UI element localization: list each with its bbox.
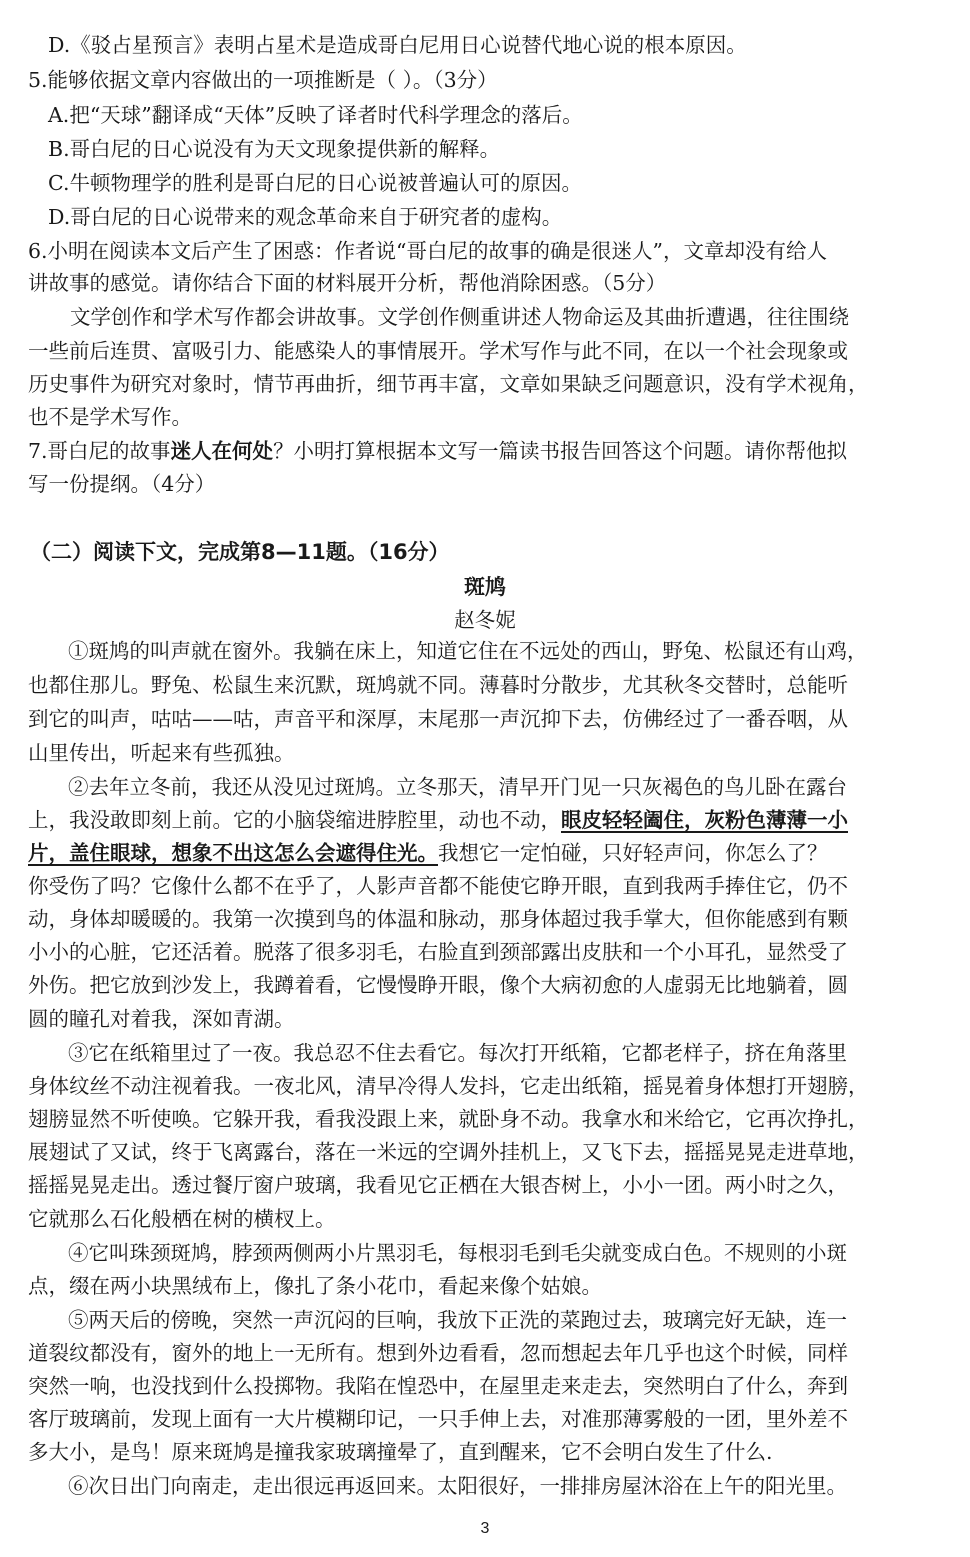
p2-line-8: 圆的瞳孔对着我，深如青湖。 xyxy=(28,1007,295,1031)
q5-option-d: D.哥白尼的日心说带来的观念革命来自于研究者的虚构。 xyxy=(48,205,563,229)
q6-line-2: 讲故事的感觉。请你结合下面的材料展开分析，帮他消除困惑。（5分） xyxy=(28,271,667,295)
q5-stem: 5.能够依据文章内容做出的一项推断是（ ）。（3分） xyxy=(28,68,498,92)
p3-line-2: 身体纹丝不动注视着我。一夜北风，清早冷得人发抖，它走出纸箱，摇晃着身体想打开翅膀， xyxy=(28,1074,869,1098)
p5-line-2: 道裂纹都没有，窗外的地上一无所有。想到外边看看，忽而想起去年几乎也这个时候，同样 xyxy=(28,1341,848,1365)
p2-underlined-2: 片，盖住眼球，想象不出这怎么会遮得住光。 xyxy=(28,841,438,865)
p2-line-1: ②去年立冬前，我还从没见过斑鸠。立冬那天，清早开门见一只灰褐色的鸟儿卧在露台 xyxy=(68,775,847,799)
section-heading: （二）阅读下文，完成第8—11题。（16分） xyxy=(30,540,450,564)
p3-line-1: ③它在纸箱里过了一夜。我总忍不住去看它。每次打开纸箱，它都老样子，挤在角落里 xyxy=(68,1041,847,1065)
p2-line-3 xyxy=(28,838,828,868)
q7-prefix: 7.哥白尼的故事 xyxy=(28,439,171,463)
page-number: 3 xyxy=(480,1520,490,1537)
p2-line-5: 动，身体却暖暖的。我第一次摸到鸟的体温和脉动，那身体超过我手掌大，但你能感到有颗 xyxy=(28,907,848,931)
p1-line-3: 到它的叫声，咕咕——咕，声音平和深厚，末尾那一声沉抑下去，仿佛经过了一番吞咽，从 xyxy=(28,707,848,731)
p2-line-7: 外伤。把它放到沙发上，我蹲着看，它慢慢睁开眼，像个大病初愈的人虚弱无比地躺着，圆 xyxy=(28,973,848,997)
material-line-2: 一些前后连贯、富吸引力、能感染人的事情展开。学术写作与此不同，在以一个社会现象或 xyxy=(28,339,848,363)
p2-line-6: 小小的心脏，它还活着。脱落了很多羽毛，右脸直到颈部露出皮肤和一个小耳孔，显然受了 xyxy=(28,940,848,964)
p2-line-3-text: 我想它一定怕碰，只好轻声问，你怎么了？ xyxy=(438,841,828,865)
p5-line-1: ⑤两天后的傍晚，突然一声沉闷的巨响，我放下正洗的菜跑过去，玻璃完好无缺，连一 xyxy=(68,1308,847,1332)
q7-suffix: ？小明打算根据本文写一篇读书报告回答这个问题。请你帮他拟 xyxy=(273,439,848,463)
material-line-1: 文学创作和学术写作都会讲故事。文学创作侧重讲述人物命运及其曲折遭遇，往往围绕 xyxy=(70,305,849,329)
q7-line-2: 写一份提纲。（4分） xyxy=(28,472,216,496)
p1-line-1: ①斑鸠的叫声就在窗外。我躺在床上，知道它住在不远处的西山，野兔、松鼠还有山鸡， xyxy=(68,639,868,663)
p2-line-2 xyxy=(28,805,848,835)
p2-underlined-1: 眼皮轻轻阖住，灰粉色薄薄一小 xyxy=(561,808,848,832)
q7-line-1 xyxy=(28,436,847,466)
p2-line-2-text: 上，我没敢即刻上前。它的小脑袋缩进脖腔里，动也不动， xyxy=(28,808,561,832)
q4-option-d: D.《驳占星预言》表明占星术是造成哥白尼用日心说替代地心说的根本原因。 xyxy=(48,33,747,57)
p4-line-1: ④它叫珠颈斑鸠，脖颈两侧两小片黑羽毛，每根羽毛到毛尖就变成白色。不规则的小斑 xyxy=(68,1241,847,1265)
p3-line-4: 展翅试了又试，终于飞离露台，落在一米远的空调外挂机上，又飞下去，摇摇晃晃走进草地， xyxy=(28,1140,869,1164)
article-author: 赵冬妮 xyxy=(454,608,516,632)
p2-line-4: 你受伤了吗？它像什么都不在乎了，人影声音都不能使它睁开眼，直到我两手捧住它，仍不 xyxy=(28,874,848,898)
p5-line-5: 多大小，是鸟！原来斑鸠是撞我家玻璃撞晕了，直到醒来，它不会明白发生了什么. xyxy=(28,1440,773,1464)
q6-line-1: 6.小明在阅读本文后产生了困惑：作者说“哥白尼的故事的确是很迷人”，文章却没有给人 xyxy=(28,239,828,263)
q5-option-b: B.哥白尼的日心说没有为天文现象提供新的解释。 xyxy=(48,137,501,161)
material-line-3: 历史事件为研究对象时，情节再曲折，细节再丰富，文章如果缺乏问题意识，没有学术视角， xyxy=(28,372,869,396)
p5-line-3: 突然一响，也没找到什么投掷物。我陷在惶恐中，在屋里走来走去，突然明白了什么，奔到 xyxy=(28,1374,848,1398)
p3-line-5: 摇摇晃晃走出。透过餐厅窗户玻璃，我看见它正栖在大银杏树上，小小一团。两小时之久， xyxy=(28,1173,848,1197)
p4-line-2: 点，缀在两小块黑绒布上，像扎了条小花巾，看起来像个姑娘。 xyxy=(28,1274,602,1298)
q5-option-a: A.把“天球”翻译成“天体”反映了译者时代科学理念的落后。 xyxy=(48,103,583,127)
q5-option-c: C.牛顿物理学的胜利是哥白尼的日心说被普遍认可的原因。 xyxy=(48,171,582,195)
p3-line-3: 翅膀显然不听使唤。它躲开我，看我没跟上来，就卧身不动。我拿水和米给它，它再次挣扎， xyxy=(28,1107,869,1131)
q7-emphasis: 迷人在何处 xyxy=(170,439,274,463)
p1-line-4: 山里传出，听起来有些孤独。 xyxy=(28,741,295,765)
p3-line-6: 它就那么石化般栖在树的横杈上。 xyxy=(28,1207,336,1231)
p1-line-2: 也都住那儿。野兔、松鼠生来沉默，斑鸠就不同。薄暮时分散步，尤其秋冬交替时，总能听 xyxy=(28,673,848,697)
material-line-4: 也不是学术写作。 xyxy=(28,405,192,429)
article-title: 斑鸠 xyxy=(464,575,506,599)
p5-line-4: 客厅玻璃前，发现上面有一大片模糊印记，一只手伸上去，对准那薄雾般的一团，里外差不 xyxy=(28,1407,848,1431)
p6-line-1: ⑥次日出门向南走，走出很远再返回来。太阳很好，一排排房屋沐浴在上午的阳光里。 xyxy=(68,1474,847,1498)
